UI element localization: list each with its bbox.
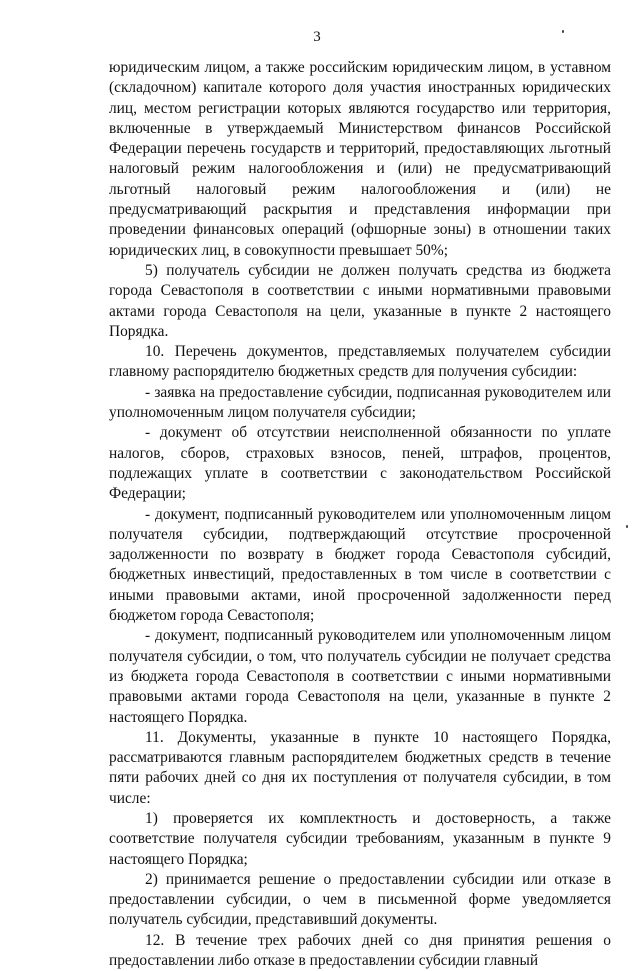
- scan-speck: [562, 30, 564, 33]
- paragraph-section-12: 12. В течение трех рабочих дней со дня принятия решения о предоставлении либо отказе в предоставлении субсидии главный: [109, 931, 611, 970]
- paragraph-item-1: 1) проверяется их комплектность и достоверность, а также соответствие получателя субсидии требованиям, указанным в пункте 9 настоящего Порядка;: [109, 809, 611, 868]
- paragraph-bullet-tax-debt: - документ об отсутствии неисполненной обязанности по уплате налогов, сборов, страховых взносов, пеней, штрафов, процентов, подлежащих уплате в соответствии с законодательством Российской Федерации;: [109, 424, 611, 503]
- paragraph-item-2: 2) принимается решение о предоставлении субсидии или отказе в предоставлении субсидии, о чем в письменной форме уведомляется получатель субсидии, представивший документы.: [109, 870, 611, 929]
- document-body: [109, 58, 611, 971]
- scan-speck: [626, 525, 628, 528]
- page-number: 3: [313, 29, 321, 45]
- paragraph-section-10: 10. Перечень документов, представляемых получателем субсидии главному распорядителю бюджетных средств для получения субсидии:: [109, 343, 611, 381]
- paragraph-bullet-application: - заявка на предоставление субсидии, подписанная руководителем или уполномоченным лицом получателя субсидии;: [109, 383, 611, 422]
- paragraph-bullet-no-funds: - документ, подписанный руководителем или уполномоченным лицом получателя субсидии, о том, что получатель субсидии не получает средства из бюджета города Севастополя в соответствии с иными нормативными правовыми актами города Севастополя на цели, указанные в пункте 2 настоящего Порядка.: [109, 627, 611, 726]
- paragraph-bullet-overdue-debt: - документ, подписанный руководителем или уполномоченным лицом получателя субсидии, подтверждающий отсутствие просроченной задолженности по возврату в бюджет города Севастополя субсидий, бюджетных инвестиций, предоставленных в том числе в соответствии с иными правовыми актами, иной просроченной задолженности перед бюджетом города Севастополя;: [109, 505, 611, 625]
- paragraph-item-5: 5) получатель субсидии не должен получать средства из бюджета города Севастополя в соответствии с иными нормативными правовыми актами города Севастополя на цели, указанные в пункте 2 настоящего Порядка.: [109, 261, 611, 340]
- paragraph-section-11: 11. Документы, указанные в пункте 10 настоящего Порядка, рассматриваются главным распорядителем бюджетных средств в течение пяти рабочих дней со дня их поступления от получателя субсидии, в том числе:: [109, 728, 611, 807]
- paragraph-continuation: юридическим лицом, а также российским юридическим лицом, в уставном (складочном) капитале которого доля участия иностранных юридических лиц, местом регистрации которых являются государство или территория, включенные в утверждаемый Министерством финансов Российской Федерации перечень государств и территорий, предоставляющих льготный налоговый режим налогообложения и (или) не предусматривающий льготный налоговый режим налогообложения и (или) не предусматривающий раскрытия и представления информации при проведении финансовых операций (офшорные зоны) в отношении таких юридических лиц, в совокупности превышает 50%;: [109, 59, 611, 259]
